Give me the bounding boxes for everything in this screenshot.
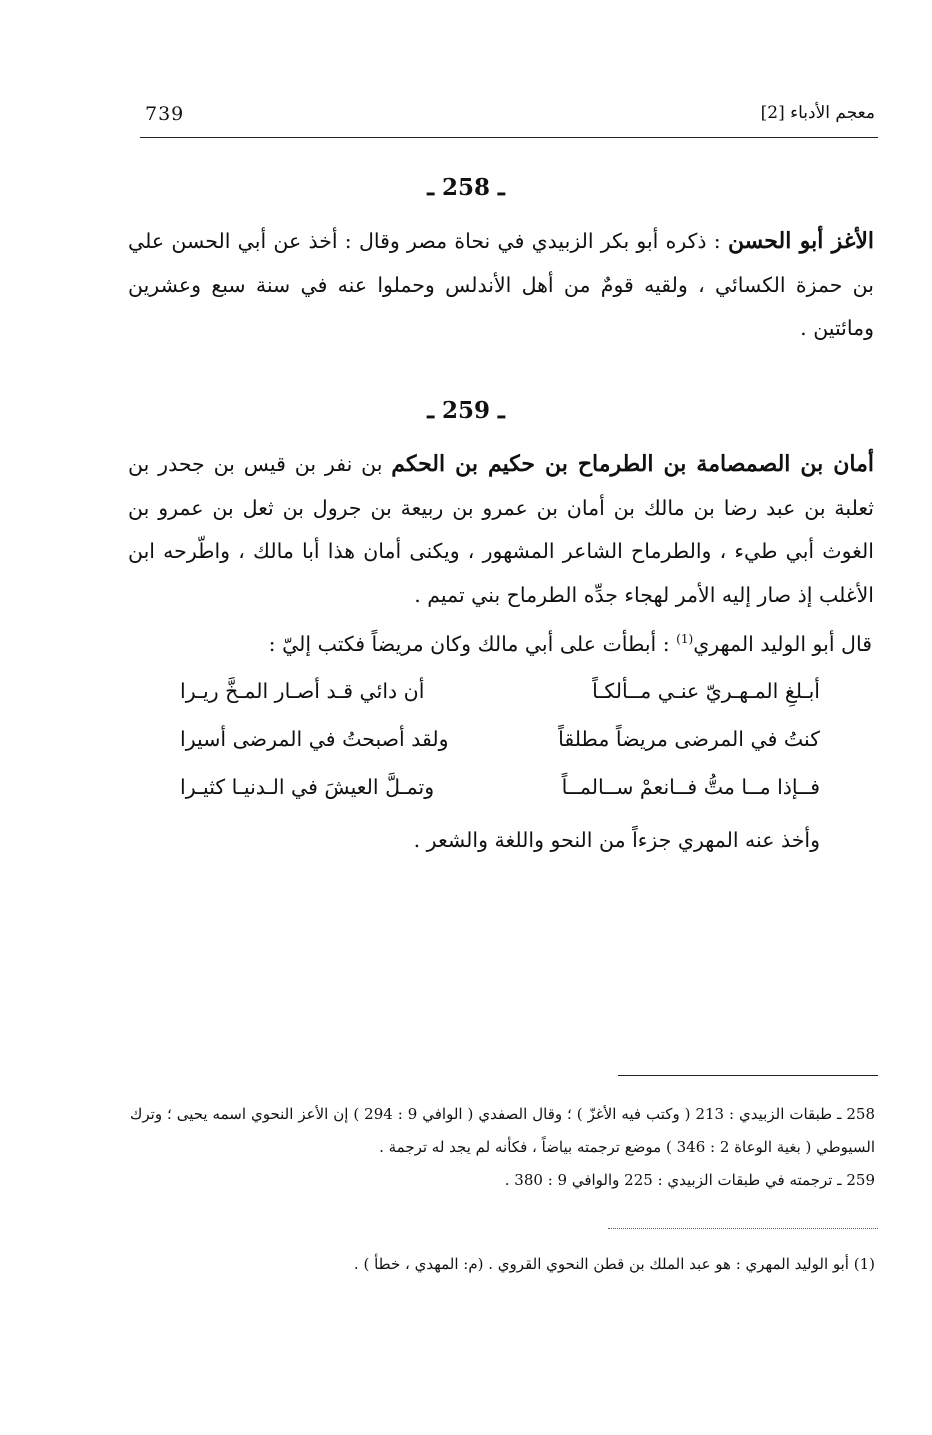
verse-intro (172, 632, 872, 656)
footnote-ref: (1) (676, 632, 694, 647)
source-note-259: 259 ـ ترجمته في طبقات الزبيدي : 225 والوافي 9 : 380 . (504, 1171, 875, 1189)
entry-259-closing: وأخذ عنه المهري جزءاً من النحو واللغة والشعر . (413, 828, 820, 852)
verse-second-hemistich: ولقد أصبحتُ في المرضى أسيرا (180, 727, 449, 751)
entry-259-paragraph (128, 443, 874, 617)
verse-intro-before: قال أبو الوليد المهري (693, 632, 872, 656)
verse-first-hemistich: كنتُ في المرضى مريضاً مطلقاً (558, 727, 820, 751)
entry-259-text: بن نفر بن قيس بن جحدر بن ثعلبة بن عبد رضا بن مالك بن أمان بن عمرو بن ربيعة بن جرول بن ثعل بن عمرو بن الغوث أبي طيء ، والطرماح الشاعر المشهور ، ويكنى أمان هذا أبا مالك ، واطّرحه ابن الأغلب إذ صار إليه الأمر لهجاء جدِّه الطرماح بني تميم . (128, 452, 874, 607)
entry-number-258: ـ 258 ـ (427, 174, 505, 201)
verse-intro-after: : أبطأت على أبي مالك وكان مريضاً فكتب إليّ : (268, 632, 677, 656)
entry-258-text: : ذكره أبو بكر الزبيدي في نحاة مصر وقال : أخذ عن أبي الحسن علي بن حمزة الكسائي ، ولقيه قومٌ من أهل الأندلس وحملوا عنه في سنة سبع وعشرين ومائتين . (128, 229, 874, 340)
footnote-1: (1) أبو الوليد المهري : هو عبد الملك بن قطن النحوي القروي . (م: المهدي ، خطأ ) . (353, 1255, 875, 1273)
verse-second-hemistich: وتمـلَّ العيشَ في الـدنيـا كثيـرا (180, 775, 435, 799)
verse-line (180, 679, 820, 719)
verse-first-hemistich: أبـلغِ المـهـريّ عنـي مــألكـاً (592, 679, 820, 703)
entry-number-259: ـ 259 ـ (427, 397, 505, 424)
verse-second-hemistich: أن دائي قـد أصـار المـخَّ ريـرا (180, 679, 425, 703)
verse-first-hemistich: فــإذا مــا متُّ فــانعمْ ســالمــاً (561, 775, 820, 799)
verse-line (180, 727, 820, 767)
dotted-rule (608, 1228, 878, 1229)
running-title: معجم الأدباء [2] (760, 103, 875, 123)
footnote-rule (618, 1075, 878, 1076)
page-number: 739 (145, 103, 185, 125)
source-note-258: 258 ـ طبقات الزبيدي : 213 ( وكتب فيه الأغزّ ) ؛ وقال الصفدي ( الوافي 9 : 294 ) إن الأعز النحوي اسمه يحيى ؛ وترك السيوطي ( بغية الوعاة 2 : 346 ) موضع ترجمته بياضاً ، فكأنه لم يجد له ترجمة . (130, 1105, 875, 1156)
verse-line (180, 775, 820, 815)
entry-259-name: أمان بن الصمصامة بن الطرماح بن حكيم بن الحكم (391, 451, 874, 477)
entry-258-name: الأغز أبو الحسن (727, 228, 874, 254)
header-rule (140, 137, 878, 138)
entry-258-paragraph (128, 220, 874, 351)
